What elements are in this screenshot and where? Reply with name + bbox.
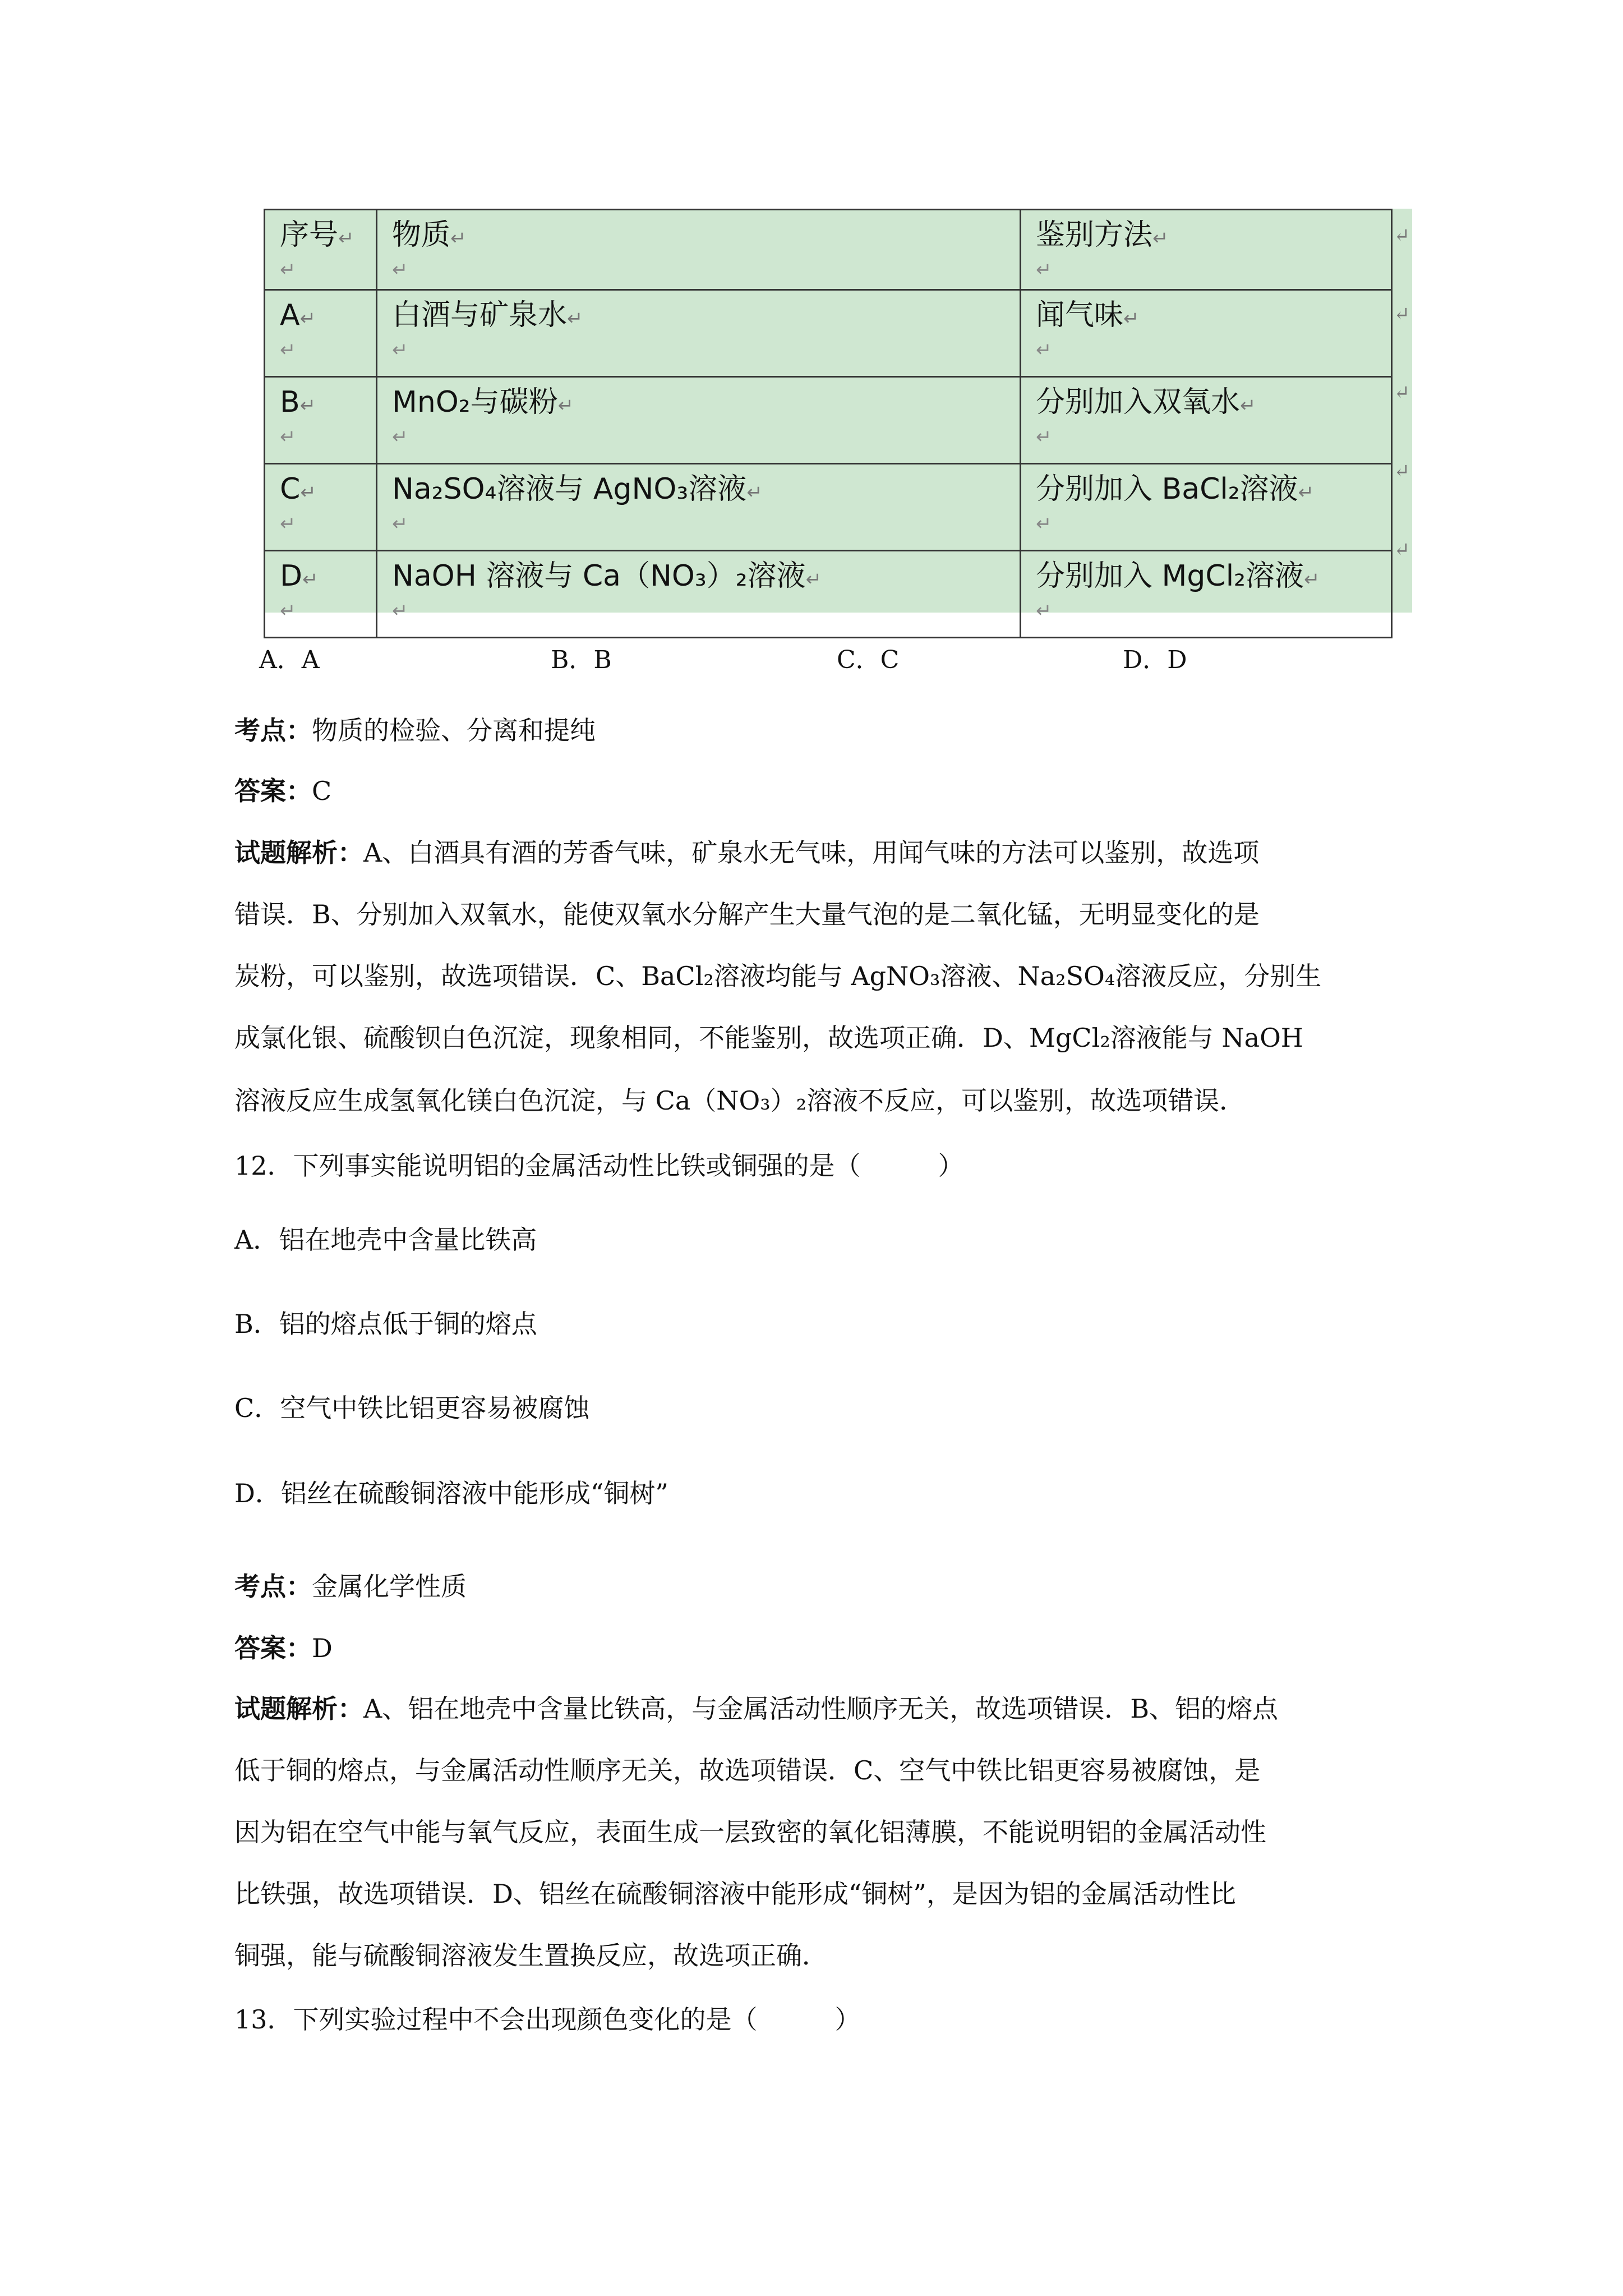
header-label: 鉴别方法 [1036,218,1153,252]
option-a: A．A [259,646,320,674]
q11-analysis-line: 试题解析：A、白酒具有酒的芳香气味，矿泉水无气味，用闻气味的方法可以鉴别，故选项 [234,838,1260,868]
identification-table-wrapper [264,209,1412,622]
substance-cell: MnO₂与碳粉↵ ↵ [377,377,1021,464]
q12-option-a: A．铝在地壳中含量比铁高 [234,1225,537,1255]
q12-answer: 答案：D [234,1633,333,1663]
row-end-mark: ↵ [1394,224,1410,247]
row-id-cell: D↵ ↵ [265,551,377,638]
q12-analysis-line: 铜强，能与硫酸铜溶液发生置换反应，故选项正确． [234,1940,828,1971]
row-id-cell: C↵ ↵ [265,464,377,551]
table-header-row [265,210,1392,290]
method-cell: 分别加入双氧水↵ ↵ [1021,377,1392,464]
row-end-mark: ↵ [1394,303,1410,325]
q12-analysis-line: 因为铝在空气中能与氧气反应，表面生成一层致密的氧化铝薄膜，不能说明铝的金属活动性 [234,1817,1266,1847]
q11-analysis-line: 成氯化银、硫酸钡白色沉淀，现象相同，不能鉴别，故选项正确．D、MgCl₂溶液能与 NaOH [234,1023,1303,1053]
option-b: B．B [551,646,612,674]
q12-kaodian: 考点：金属化学性质 [234,1571,467,1602]
table-row [265,290,1392,377]
header-cell: 序号↵ ↵ [265,210,377,290]
substance-cell: NaOH 溶液与 Ca（NO₃）₂溶液↵ ↵ [377,551,1021,638]
option-d: D．D [1123,646,1187,674]
q11-kaodian: 考点：物质的检验、分离和提纯 [234,715,596,746]
q11-answer: 答案：C [234,776,332,806]
header-cell: 鉴别方法↵ ↵ [1021,210,1392,290]
q12-analysis-line: 比铁强，故选项错误．D、铝丝在硫酸铜溶液中能形成“铜树”，是因为铝的金属活动性比 [234,1879,1236,1909]
q12-stem: 12．下列事实能说明铝的金属活动性比铁或铜强的是（ ） [234,1151,964,1181]
q11-analysis-line: 错误．B、分别加入双氧水，能使双氧水分解产生大量气泡的是二氧化锰，无明显变化的是 [234,899,1260,930]
q12-analysis-line: 低于铜的熔点，与金属活动性顺序无关，故选项错误．C、空气中铁比铝更容易被腐蚀，是 [234,1755,1261,1786]
method-cell: 闻气味↵ ↵ [1021,290,1392,377]
table-row [265,377,1392,464]
substance-cell: 白酒与矿泉水↵ ↵ [377,290,1021,377]
q11-analysis-line: 溶液反应生成氢氧化镁白色沉淀，与 Ca（NO₃）₂溶液不反应，可以鉴别，故选项错误． [234,1085,1246,1116]
row-end-mark: ↵ [1394,460,1410,482]
table-row [265,464,1392,551]
q12-option-d: D．铝丝在硫酸铜溶液中能形成“铜树” [234,1478,668,1508]
row-end-mark: ↵ [1394,381,1410,404]
substance-cell: Na₂SO₄溶液与 AgNO₃溶液↵ ↵ [377,464,1021,551]
row-id-cell: A↵ ↵ [265,290,377,377]
q12-option-c: C．空气中铁比铝更容易被腐蚀 [234,1393,590,1423]
method-cell: 分别加入 BaCl₂溶液↵ ↵ [1021,464,1392,551]
identification-table [264,209,1393,638]
row-id-cell: B↵ ↵ [265,377,377,464]
q12-analysis-line: 试题解析：A、铝在地壳中含量比铁高，与金属活动性顺序无关，故选项错误．B、铝的熔点 [234,1694,1279,1724]
table-row [265,551,1392,638]
row-end-mark: ↵ [1394,539,1410,561]
method-cell: 分别加入 MgCl₂溶液↵ ↵ [1021,551,1392,638]
option-c: C．C [837,646,900,674]
header-label: 序号 [280,218,339,252]
header-label: 物质 [392,218,451,252]
header-cell: 物质↵ ↵ [377,210,1021,290]
q13-stem: 13．下列实验过程中不会出现颜色变化的是（ ） [234,2004,861,2035]
q11-analysis-line: 炭粉，可以鉴别，故选项错误．C、BaCl₂溶液均能与 AgNO₃溶液、Na₂SO₄溶液反应，分别生 [234,961,1322,991]
q12-option-b: B．铝的熔点低于铜的熔点 [234,1309,537,1339]
